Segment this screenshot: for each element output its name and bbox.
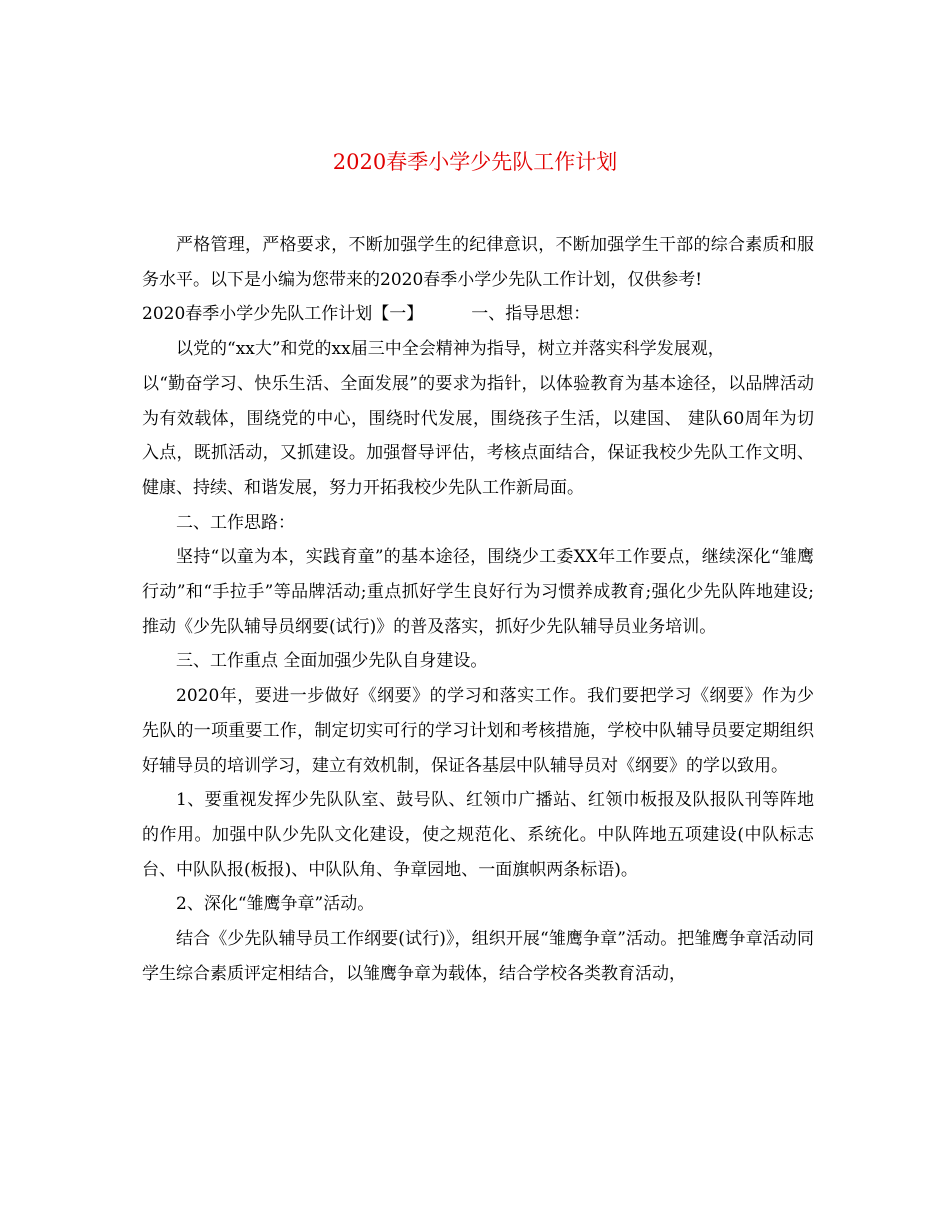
- paragraph-guiding-ideology-1: 以党的“xx大”和党的xx届三中全会精神为指导，树立并落实科学发展观，: [176, 339, 725, 360]
- heading-eagle-badge: 2、深化“雏鹰争章”活动。: [176, 894, 375, 915]
- paragraph-outline-study: 2020年，要进一步做好《纲要》的学习和落实工作。我们要把学习《纲要》作为少先队的一项重要工作，制定切实可行的学习计划和考核措施，学校中队辅导员要定期组织好辅导员的培训学习，建立有效机制，保证各基层中队辅导员对《纲要》的学以致用。: [142, 686, 814, 776]
- paragraph-eagle-badge: 结合《少先队辅导员工作纲要(试行)》，组织开展“雏鹰争章”活动。把雏鹰争章活动同学生综合素质评定相结合，以雏鹰争章为载体，结合学校各类教育活动，: [142, 929, 814, 984]
- document-title: 2020春季小学少先队工作计划: [332, 150, 618, 174]
- section-title-line: [142, 297, 814, 332]
- paragraph-position-building: 1、要重视发挥少先队队室、鼓号队、红领巾广播站、红领巾板报及队报队刊等阵地的作用。加强中队少先队文化建设，使之规范化、系统化。中队阵地五项建设(中队标志台、中队队报(板报)、中队队角、争章园地、一面旗帜两条标语)。: [142, 790, 814, 880]
- heading-guiding-ideology: 一、指导思想：: [471, 304, 591, 325]
- heading-work-approach: 二、工作思路：: [176, 512, 295, 533]
- section-title: 2020春季小学少先队工作计划【一】: [142, 304, 424, 325]
- paragraph-work-approach: 坚持“以童为本，实践育童”的基本途径，围绕少工委XX年工作要点，继续深化“雏鹰行动”和“手拉手”等品牌活动;重点抓好学生良好行为习惯养成教育;强化少先队阵地建设;推动《少先队辅导员纲要(试行)》的普及落实，抓好少先队辅导员业务培训。: [142, 547, 814, 637]
- paragraph-guiding-ideology-2: 以“勤奋学习、快乐生活、全面发展”的要求为指针，以体验教育为基本途径，以品牌活动为有效载体，围绕党的中心，围绕时代发展，围绕孩子生活，以建国、 建队60周年为切入点，既抓活动，又抓建设。加强督导评估，考核点面结合，保证我校少先队工作文明、健康、持续、和谐发展，努力开拓我校少先队工作新局面。: [142, 373, 814, 498]
- heading-work-focus: 三、工作重点 全面加强少先队自身建设。: [176, 651, 488, 672]
- document-body: [142, 228, 814, 991]
- intro-paragraph: 严格管理，严格要求，不断加强学生的纪律意识，不断加强学生干部的综合素质和服务水平。以下是小编为您带来的2020春季小学少先队工作计划，仅供参考!: [142, 235, 814, 290]
